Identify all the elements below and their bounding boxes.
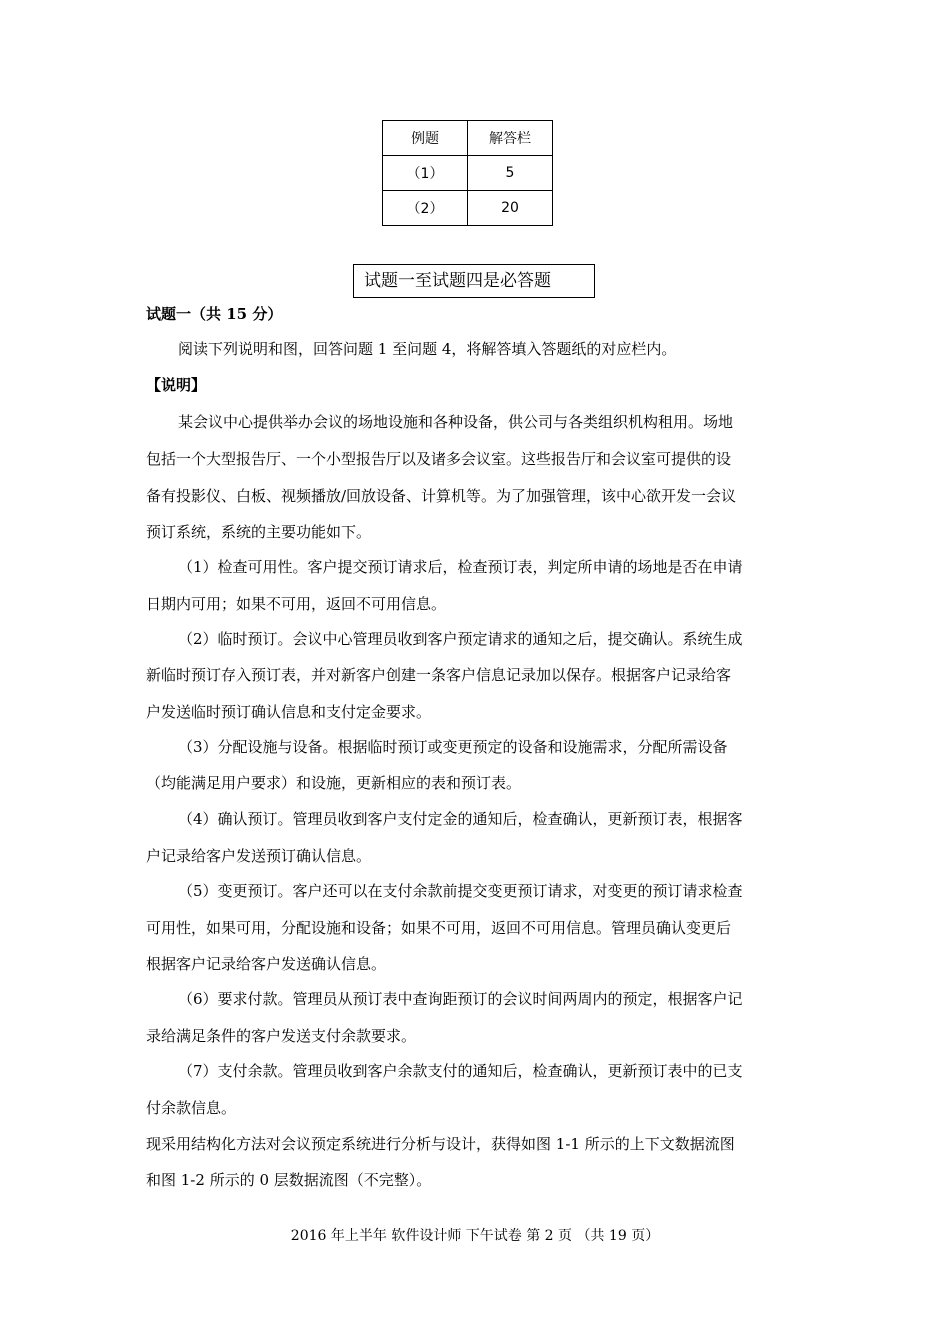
table-cell: （1） — [383, 156, 468, 191]
table-header-cell: 例题 — [383, 121, 468, 156]
table-header-row — [383, 121, 553, 156]
table-header-cell: 解答栏 — [468, 121, 553, 156]
paragraph-line: （2）临时预订。会议中心管理员收到客户预定请求的通知之后，提交确认。系统生成 — [178, 630, 743, 648]
paragraph-line: （1）检查可用性。客户提交预订请求后，检查预订表，判定所申请的场地是否在申请 — [178, 558, 743, 576]
paragraph-line: 日期内可用；如果不可用，返回不可用信息。 — [146, 595, 447, 613]
paragraph-line: 现采用结构化方法对会议预定系统进行分析与设计，获得如图 1-1 所示的上下文数据流图 — [146, 1135, 735, 1153]
paragraph-line: 包括一个大型报告厅、一个小型报告厅以及诸多会议室。这些报告厅和会议室可提供的设 — [146, 450, 732, 468]
table-cell: 20 — [468, 191, 553, 226]
paragraph-line: （均能满足用户要求）和设施，更新相应的表和预订表。 — [146, 774, 522, 792]
paragraph-line: 某会议中心提供举办会议的场地设施和各种设备，供公司与各类组织机构租用。场地 — [178, 413, 734, 431]
paragraph-line: （4）确认预订。管理员收到客户支付定金的通知后，检查确认，更新预订表，根据客 — [178, 810, 743, 828]
required-questions-banner: 试题一至试题四是必答题 — [353, 264, 595, 298]
paragraph-line: （5）变更预订。客户还可以在支付余款前提交变更预订请求，对变更的预订请求检查 — [178, 882, 743, 900]
paragraph-line: 录给满足条件的客户发送支付余款要求。 — [146, 1027, 417, 1045]
paragraph-line: 预订系统，系统的主要功能如下。 — [146, 523, 372, 541]
question-title: 试题一（共 15 分） — [146, 305, 283, 323]
paragraph-line: 和图 1-2 所示的 0 层数据流图（不完整）。 — [146, 1171, 432, 1189]
paragraph-line: 备有投影仪、白板、视频播放/回放设备、计算机等。为了加强管理，该中心欲开发一会议 — [146, 487, 737, 505]
table-cell: （2） — [383, 191, 468, 226]
paragraph-line: 可用性，如果可用，分配设施和设备；如果不可用，返回不可用信息。管理员确认变更后 — [146, 919, 732, 937]
paragraph-line: （3）分配设施与设备。根据临时预订或变更预定的设备和设施需求，分配所需设备 — [178, 738, 728, 756]
section-heading: 【说明】 — [146, 376, 207, 394]
table-row — [383, 156, 553, 191]
paragraph-line: 户记录给客户发送预订确认信息。 — [146, 847, 372, 865]
paragraph-line: 付余款信息。 — [146, 1099, 237, 1117]
question-instruction: 阅读下列说明和图，回答问题 1 至问题 4，将解答填入答题纸的对应栏内。 — [178, 340, 677, 358]
paragraph-line: 新临时预订存入预订表，并对新客户创建一条客户信息记录加以保存。根据客户记录给客 — [146, 666, 732, 684]
page-footer: 2016 年上半年 软件设计师 下午试卷 第 2 页 （共 19 页） — [290, 1228, 660, 1244]
paragraph-line: 根据客户记录给客户发送确认信息。 — [146, 955, 387, 973]
paragraph-line: （7）支付余款。管理员收到客户余款支付的通知后，检查确认，更新预订表中的已支 — [178, 1062, 743, 1080]
example-answer-table — [382, 120, 553, 226]
table-row — [383, 191, 553, 226]
table-cell: 5 — [468, 156, 553, 191]
paragraph-line: （6）要求付款。管理员从预订表中查询距预订的会议时间两周内的预定，根据客户记 — [178, 990, 743, 1008]
paragraph-line: 户发送临时预订确认信息和支付定金要求。 — [146, 703, 432, 721]
